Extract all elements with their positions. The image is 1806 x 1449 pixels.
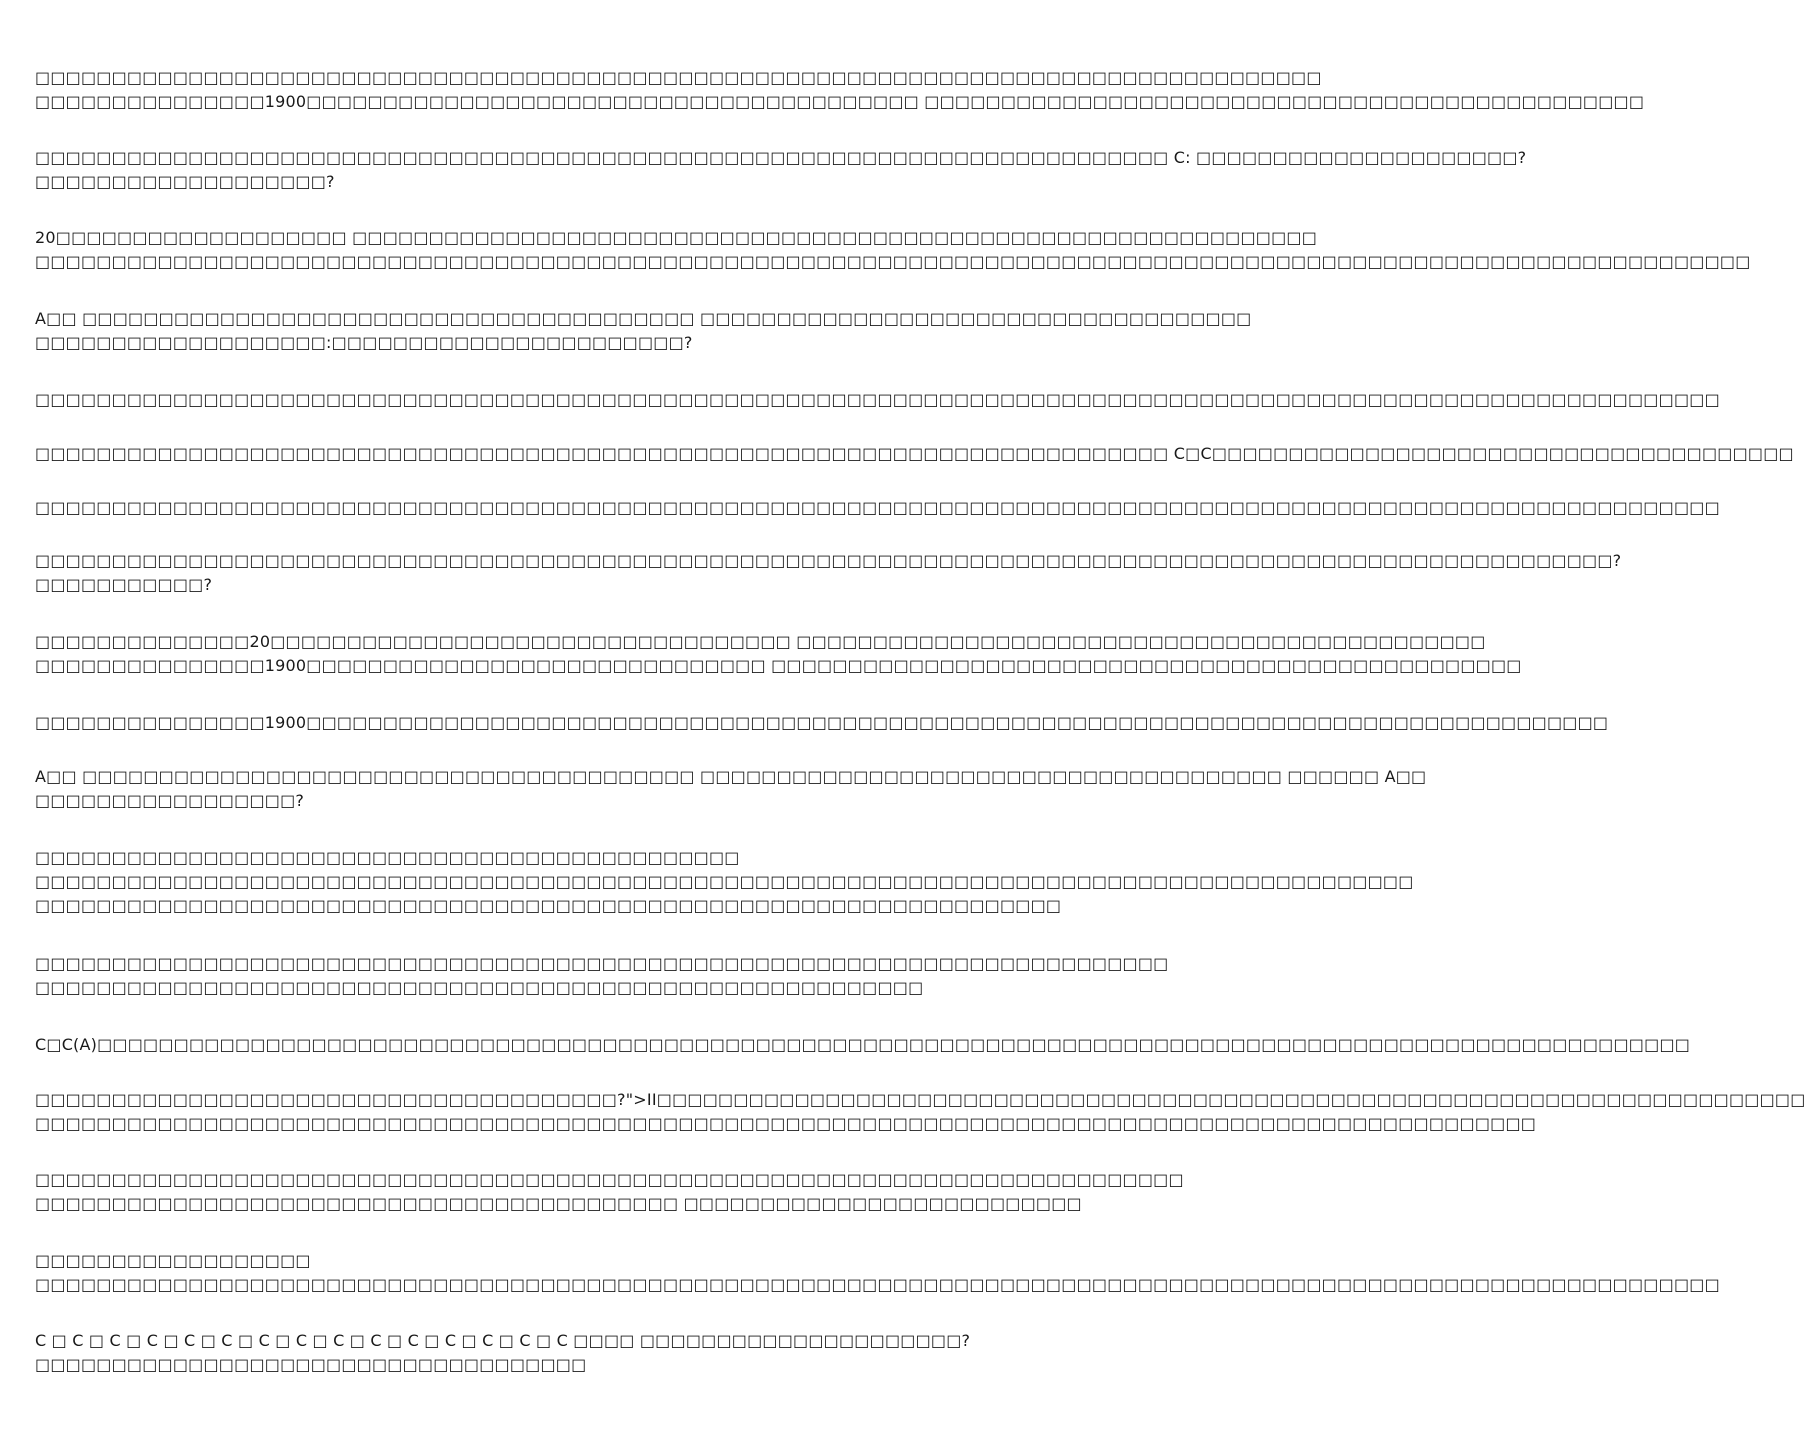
text-line: □□□□□□□□□□□□□□□□□□□□□□□□□□□□□□□□□□□□	[35, 1355, 587, 1374]
text-line: 20□□□□□□□□□□□□□□□□□□□ □□□□□□□□□□□□□□□□□□□□□□□□□□□□□□□□□□□□□□□□□□□□□□□□□□□□□□□□□□□□□□□	[35, 228, 1318, 247]
paragraph-9	[35, 630, 1522, 678]
text-line: C □ C □ C □ C □ C □ C □ C □ C □ C □ C □ C □ C □ C □ C □ C □□□□ □□□□□□□□□□□□□□□□□□□□□?	[35, 1331, 971, 1350]
paragraph-17	[35, 1249, 1720, 1297]
text-line: □□□□□□□□□□□□□□□□□□□□□□□□□□□□□□□□□□□□□□□□□□□□□□□□□□□□□□□□□□□□□□□□□□□□□□□□□□□□□□□□□□□□□□□□□□□□□□□□□□□□□□□□□□□□□□	[35, 1275, 1720, 1294]
paragraph-2	[35, 146, 1527, 194]
paragraph-16	[35, 1168, 1184, 1216]
text-line: □□□□□□□□□□□□□□□□□□□□□□□□□□□□□□□□□□□□□□?">II□□□□□□□□□□□□□□□□□□□□□□□□□□□□□□□□□□□□□□□□□□□□□□□□□□□□□□□□□□□□□□□□□□□□□□□□□□□	[35, 1090, 1806, 1109]
paragraph-14	[35, 1033, 1691, 1057]
text-line: A□□ □□□□□□□□□□□□□□□□□□□□□□□□□□□□□□□□□□□□□□□□ □□□□□□□□□□□□□□□□□□□□□□□□□□□□□□□□□□□□□□ □□□□□□ A□□	[35, 767, 1427, 786]
paragraph-10	[35, 711, 1609, 735]
text-line: □□□□□□□□□□□□□□□□□□□□□□□□□□□□□□□□□□□□□□□□□□□□□□□□□□□□□□□□□□□□□□□□□□□□□□□□□□ C□C□□□□□□□□□□□□□□□□□□□□□□□□□□□□□□□□□□□□□□	[35, 444, 1794, 463]
paragraph-1	[35, 66, 1645, 114]
text-line: □□□□□□□□□□□□□□□□□□□□□□□□□□□□□□□□□□□□□□□□□□□□□□□□□□□□□□□□□□□□□□□□□□□□□□□□□□□□□□□□□□□□□□□□□□□□□□□□□□□□□□□□□□□□□□	[35, 498, 1720, 517]
paragraph-13	[35, 952, 1169, 1000]
text-line: □□□□□□□□□□□□□□□1900□□□□□□□□□□□□□□□□□□□□□□□□□□□□□□□□□□□□□□□□ □□□□□□□□□□□□□□□□□□□□□□□□□□□□□□□□□□□□□□□□□□□□□□□	[35, 92, 1645, 111]
text-line: □□□□□□□□□□□□□□□□□□□□□□□□□□□□□□□□□□□□□□□□□□□□□□□□□□□□□□□□□□□□□□□□□□□□□□□□□□□□□□□□□□□□□□□□□□	[35, 872, 1414, 891]
paragraph-6	[35, 442, 1794, 466]
text-line: □□□□□□□□□□□□□□□□□□□□□□□□□□□□□□□□□□□□□□□□□□□□□□□□□□□□□□□□□□□□□□□□□□□□□□□□□□	[35, 954, 1169, 973]
text-line: □□□□□□□□□□□□□□□□□□□□□□□□□□□□□□□□□□□□□□□□□□□□□□□□□□□□□□□□□□□□□□□□□□□□□□□□□□□□□□□□□□□□□□□□□□□□□□□□□□	[35, 1114, 1537, 1133]
text-line: □□□□□□□□□□□□□□□□□□□□□□□□□□□□□□□□□□□□□□□□□□□□□□□□□□□□□□□□□□□□□□□□□□□□□□□□□□□□□□□□□□□□□□□□□□□□□□□□□□□□□□□?	[35, 551, 1622, 570]
text-line: □□□□□□□□□□□□□□□□□□□□□□□□□□□□□□□□□□□□□□□□□□□□□□□□□□□□□□□□□□□□□□□□□□□□□□□□□□□□□□□□□□□□	[35, 68, 1322, 87]
text-line: □□□□□□□□□□□□□□□□□□□□□□□□□□□□□□□□□□□□□□□□□□□□□□□□□□□□□□□□□□□□□□□□□□□	[35, 896, 1062, 915]
paragraph-15	[35, 1088, 1806, 1136]
paragraph-3	[35, 226, 1751, 274]
paragraph-18	[35, 1329, 991, 1377]
paragraph-12	[35, 846, 1414, 918]
text-line: □□□□□□□□□□□□□□□□□?	[35, 791, 305, 810]
text-line: C□C(A)□□□□□□□□□□□□□□□□□□□□□□□□□□□□□□□□□□□□□□□□□□□□□□□□□□□□□□□□□□□□□□□□□□□□□□□□□□□□□□□□□□□□□□□□□□□□□□□□□□□□□□□□	[35, 1035, 1691, 1054]
text-line: □□□□□□□□□□□□□□20□□□□□□□□□□□□□□□□□□□□□□□□□□□□□□□□□□ □□□□□□□□□□□□□□□□□□□□□□□□□□□□□□□□□□□□□□□□□□□□□	[35, 632, 1486, 651]
text-line: □□□□□□□□□□□□□□□□□□□□□□□□□□□□□□□□□□□□□□□□□□□□□□□□□□□□□□□□□□□□□□□□□□□□□□□□□□ C: □□□□□□□□□□□□□□□□□□□□□?	[35, 148, 1527, 167]
paragraph-7	[35, 496, 1720, 520]
text-line: □□□□□□□□□□□□□□□□□□	[35, 1251, 311, 1270]
text-line: □□□□□□□□□□□□□□□□□□□□□□□□□□□□□□□□□□□□□□□□□□□□□□□□□□□□□□□□□□□□□□□□□□□□□□□□□□□□□□□□□□□□□□□□□□□□□□□□□□□□□□□□□□□□□□	[35, 390, 1720, 409]
text-line: □□□□□□□□□□□□□□□□□□□:□□□□□□□□□□□□□□□□□□□□□□□?	[35, 333, 693, 352]
paragraph-5	[35, 388, 1720, 412]
text-line: □□□□□□□□□□□□□□□□□□□□□□□□□□□□□□□□□□□□□□□□□□□□□□	[35, 848, 740, 867]
paragraph-8	[35, 549, 1622, 597]
text-line: □□□□□□□□□□□□□□□□□□□?	[35, 172, 335, 191]
text-line: □□□□□□□□□□□□□□□1900□□□□□□□□□□□□□□□□□□□□□□□□□□□□□□□□□□□□□□□□□□□□□□□□□□□□□□□□□□□□□□□□□□□□□□□□□□□□□□□□□□□□□	[35, 713, 1609, 732]
paragraph-4	[35, 307, 1252, 355]
text-line: □□□□□□□□□□□□□□□1900□□□□□□□□□□□□□□□□□□□□□□□□□□□□□□ □□□□□□□□□□□□□□□□□□□□□□□□□□□□□□□□□□□□□□□□□□□□□□□□□	[35, 656, 1522, 675]
text-line: □□□□□□□□□□□□□□□□□□□□□□□□□□□□□□□□□□□□□□□□□□□□□□□□□□□□□□□□□□□□□□□□□□□□□□□□□□□	[35, 1170, 1184, 1189]
text-line: □□□□□□□□□□□□□□□□□□□□□□□□□□□□□□□□□□□□□□□□□□ □□□□□□□□□□□□□□□□□□□□□□□□□□	[35, 1194, 1082, 1213]
paragraph-11	[35, 765, 1427, 813]
text-line: A□□ □□□□□□□□□□□□□□□□□□□□□□□□□□□□□□□□□□□□□□□□ □□□□□□□□□□□□□□□□□□□□□□□□□□□□□□□□□□□□	[35, 309, 1252, 328]
text-line: □□□□□□□□□□□□□□□□□□□□□□□□□□□□□□□□□□□□□□□□□□□□□□□□□□□□□□□□□□□□□□□□□□□□□□□□□□□□□□□□□□□□□□□□□□□□□□□□□□□□□□□□□□□□□□□□	[35, 252, 1751, 271]
text-line: □□□□□□□□□□□□□□□□□□□□□□□□□□□□□□□□□□□□□□□□□□□□□□□□□□□□□□□□□□	[35, 978, 924, 997]
text-line: □□□□□□□□□□□?	[35, 575, 213, 594]
